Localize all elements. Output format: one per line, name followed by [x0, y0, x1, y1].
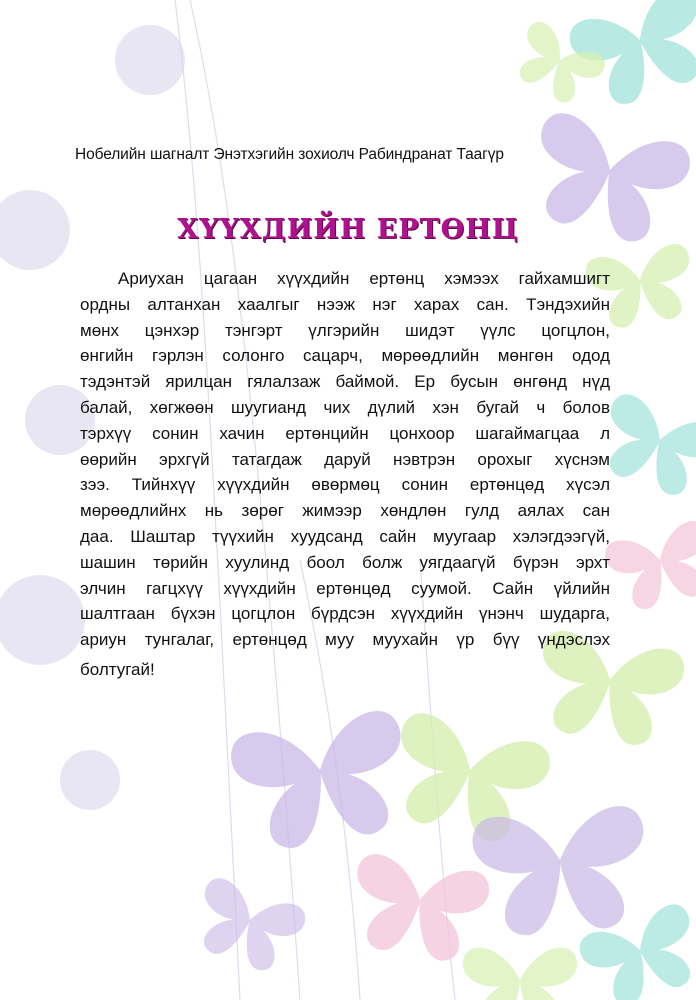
body-line: балай, хөгжөөн шуугианд чих дүлий хэн бугай ч болов	[80, 397, 610, 417]
body-line: шашин төрийн хуулинд боол болж уягдаагүй бүрэн эрхт	[80, 552, 610, 572]
body-line: мөнх цэнхэр тэнгэрт үлгэрийн шидэт үүлс цогцлон,	[80, 320, 610, 340]
page-title: ХҮҮХДИЙН ЕРТӨНЦ	[177, 214, 519, 245]
body-line: даа. Шаштар түүхийн хуудсанд сайн муугаар хэлэгдээгүй,	[80, 526, 610, 546]
body-line: шалтгаан бүхэн цогцлон бүрдсэн хүүхдийн үнэнч шударга,	[80, 604, 610, 624]
body-line: ариун тунгалаг, ертөнцөд муу муухайн үр бүү үндэслэх	[80, 630, 610, 650]
story-body	[80, 266, 610, 683]
body-line: тэдэнтэй ярилцан гялалзаж баймой. Ер бусын өнгөнд нүд	[80, 372, 610, 392]
body-line: зээ. Тийнхүү хүүхдийн өвөрмөц сонин ертөнцөд хүсэл	[80, 475, 610, 495]
body-line: ордны алтанхан хаалгыг нээж нэг харах сан. Тэндэхийн	[80, 294, 610, 314]
body-line: элчин гагцхүү хүүхдийн ертөнцөд суумой. Сайн үйлийн	[80, 578, 610, 598]
body-line: өөрийн эрхгүй татагдаж даруй нэвтрэн орохыг хүснэм	[80, 449, 610, 469]
body-line: Ариухан цагаан хүүхдийн ертөнц хэмээх гайхамшигт	[118, 269, 610, 288]
body-line: тэрхүү сонин хачин ертөнцийн цонхоор шагаймагцаа л	[80, 423, 610, 443]
body-line: мөрөөдлийнх нь зөрөг жимээр хөндлөн гулд аялах сан	[80, 501, 610, 521]
body-line: болтугай!	[80, 659, 155, 679]
author-subtitle: Нобелийн шагналт Энэтхэгийн зохиолч Рабиндранат Таагүр	[75, 146, 504, 163]
body-line: өнгийн гэрлэн солонго сацарч, мөрөөдлийн мөнгөн одод	[80, 346, 610, 366]
